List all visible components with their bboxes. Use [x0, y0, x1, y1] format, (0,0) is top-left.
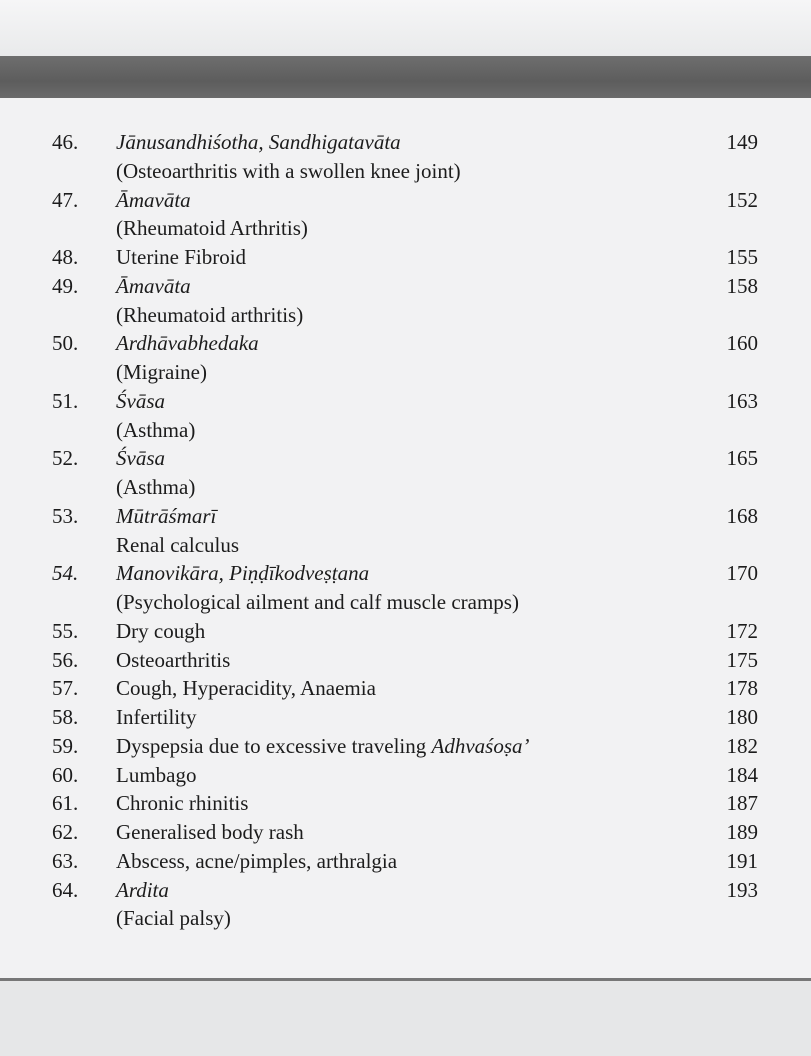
- toc-entry-title-text: Uterine Fibroid: [116, 245, 247, 269]
- toc-entry-number: 57.: [52, 676, 79, 701]
- toc-row: [0, 358, 811, 387]
- toc-entry-title-text: (Rheumatoid arthritis): [116, 302, 304, 327]
- toc-entry-number: 46.: [52, 130, 79, 154]
- toc-row: [0, 876, 811, 905]
- toc-entry-title: [116, 703, 196, 732]
- toc-entry-title: [116, 588, 519, 617]
- toc-row: [0, 904, 811, 933]
- toc-entry-page: 187: [726, 791, 758, 816]
- toc-row: [0, 473, 811, 502]
- toc-entry-title: [116, 674, 376, 703]
- toc-entry-title-text: Mūtrāśmarī: [116, 503, 217, 528]
- toc-entry-title: [116, 732, 530, 761]
- toc-entry-page: 163: [726, 388, 758, 413]
- toc-row: [0, 444, 811, 473]
- toc-entry-title: [116, 531, 239, 560]
- toc-entry-page: 158: [726, 273, 758, 298]
- toc-row: [0, 531, 811, 560]
- toc-entry-page: 178: [726, 676, 758, 701]
- toc-entry-title-text: Lumbago: [116, 762, 197, 787]
- toc-entry-page: 170: [726, 561, 758, 586]
- toc-entry-title-text: Śvāsa: [116, 446, 165, 471]
- toc-entry-title-text: (Psychological ailment and calf muscle cramps): [116, 590, 519, 614]
- toc-entry-title-text: Dyspepsia due to excessive traveling: [116, 733, 427, 758]
- toc-entry-title: [116, 329, 259, 358]
- toc-entry-number: 61.: [52, 791, 79, 816]
- toc-entry-title: [116, 617, 205, 646]
- toc-entry-number: 48.: [52, 245, 79, 269]
- toc-row: [0, 128, 811, 157]
- toc-row: [0, 617, 811, 646]
- toc-row: [0, 272, 811, 301]
- toc-row: [0, 703, 811, 732]
- toc-entry-title: [116, 214, 308, 243]
- toc-row: [0, 847, 811, 876]
- toc-entry-number: 50.: [52, 331, 79, 356]
- toc-entry-title-text: Abscess, acne/pimples, arthralgia: [116, 848, 398, 873]
- toc-entry-number: 63.: [52, 848, 79, 873]
- toc-entry-title: [116, 789, 248, 818]
- toc-entry-number: 49.: [52, 273, 79, 298]
- toc-row: [0, 761, 811, 790]
- toc-entry-title-text: Manovikāra, Piṇḍīkodveṣṭana: [116, 561, 370, 586]
- toc-entry-page: 172: [726, 618, 758, 643]
- toc-entry-page: 189: [726, 820, 758, 844]
- toc-row: [0, 588, 811, 617]
- toc-entry-page: 184: [726, 762, 758, 787]
- toc-entry-title: [116, 502, 216, 531]
- toc-entry-title: [116, 847, 397, 876]
- toc-row: [0, 789, 811, 818]
- toc-row: [0, 674, 811, 703]
- toc-entry-number: 62.: [52, 820, 79, 844]
- page-header-bar: [0, 56, 811, 98]
- toc-entry-title-text: Ardhāvabhedaka: [116, 331, 259, 356]
- toc-row: [0, 157, 811, 186]
- toc-entry-title: [116, 358, 207, 387]
- toc-entry-title: [116, 416, 195, 445]
- toc-entry-number: 52.: [52, 446, 79, 471]
- toc-entry-number: 54.: [52, 561, 79, 586]
- toc-entry-title-sanskrit: Adhvaśoṣa’: [431, 733, 530, 758]
- toc-row: [0, 559, 811, 588]
- toc-entry-title: [116, 243, 246, 272]
- toc-entry-title: [116, 387, 165, 416]
- toc-row: [0, 416, 811, 445]
- toc-entry-page: 152: [726, 187, 758, 212]
- toc-entry-number: 59.: [52, 733, 79, 758]
- toc-entry-number: 51.: [52, 388, 79, 413]
- top-margin: [0, 0, 811, 56]
- toc-entry-number: 58.: [52, 705, 79, 729]
- toc-entry-title: [116, 473, 195, 502]
- toc-entry-title-text: Cough, Hyperacidity, Anaemia: [116, 676, 376, 701]
- toc-entry-title: [116, 646, 230, 675]
- toc-entry-title: [116, 876, 169, 905]
- toc-entry-page: 165: [726, 446, 758, 471]
- toc-entry-title: [116, 761, 196, 790]
- toc-entry-title-text: (Asthma): [116, 475, 196, 499]
- toc-row: [0, 329, 811, 358]
- toc-entry-number: 55.: [52, 618, 79, 643]
- toc-entry-title-text: Āmavāta: [116, 187, 191, 212]
- toc-entry-title-text: Āmavāta: [116, 273, 191, 298]
- toc-entry-title-text: (Asthma): [116, 417, 196, 442]
- toc-entry-page: 180: [726, 705, 758, 729]
- toc-row: [0, 646, 811, 675]
- toc-row: [0, 301, 811, 330]
- toc-entry-page: 149: [726, 130, 758, 154]
- toc-entry-title-text: Infertility: [116, 705, 197, 729]
- toc-entry-number: 60.: [52, 762, 79, 787]
- toc-entry-number: 64.: [52, 877, 79, 902]
- toc-entry-page: 175: [726, 647, 758, 672]
- toc-entry-title-text: Jānusandhiśotha, Sandhigatavāta: [116, 130, 401, 154]
- toc-entry-title: [116, 559, 369, 588]
- toc-entry-title-text: Ardita: [116, 877, 169, 902]
- toc-row: [0, 387, 811, 416]
- toc-entry-title: [116, 157, 461, 186]
- toc-entry-number: 53.: [52, 503, 79, 528]
- toc-entry-number: 56.: [52, 647, 79, 672]
- toc-entry-title-text: Dry cough: [116, 618, 206, 643]
- toc-entry-page: 191: [726, 848, 758, 873]
- toc-entry-page: 155: [726, 245, 758, 269]
- toc-row: [0, 214, 811, 243]
- table-of-contents: [0, 128, 811, 933]
- toc-entry-title: [116, 186, 191, 215]
- toc-row: [0, 732, 811, 761]
- toc-entry-title-text: (Facial palsy): [116, 906, 231, 931]
- toc-entry-page: 168: [726, 503, 758, 528]
- toc-entry-title-text: Osteoarthritis: [116, 647, 231, 672]
- toc-entry-page: 182: [726, 733, 758, 758]
- toc-entry-page: 160: [726, 331, 758, 356]
- toc-entry-title: [116, 128, 401, 157]
- toc-entry-title: [116, 444, 165, 473]
- toc-row: [0, 243, 811, 272]
- toc-entry-title-text: (Migraine): [116, 360, 207, 384]
- toc-entry-title: [116, 818, 304, 847]
- toc-row: [0, 818, 811, 847]
- toc-entry-title: [116, 904, 231, 933]
- bottom-margin: [0, 981, 811, 1056]
- toc-entry-title-text: Generalised body rash: [116, 820, 304, 844]
- toc-entry-title: [116, 301, 303, 330]
- toc-row: [0, 502, 811, 531]
- toc-row: [0, 186, 811, 215]
- toc-entry-title-text: (Osteoarthritis with a swollen knee joint): [116, 158, 461, 183]
- toc-entry-number: 47.: [52, 187, 79, 212]
- toc-entry-title-text: Śvāsa: [116, 388, 165, 413]
- toc-entry-page: 193: [726, 877, 758, 902]
- toc-entry-title-text: Renal calculus: [116, 532, 240, 557]
- toc-entry-title-text: (Rheumatoid Arthritis): [116, 216, 308, 241]
- toc-entry-title: [116, 272, 191, 301]
- toc-entry-title-text: Chronic rhinitis: [116, 791, 249, 816]
